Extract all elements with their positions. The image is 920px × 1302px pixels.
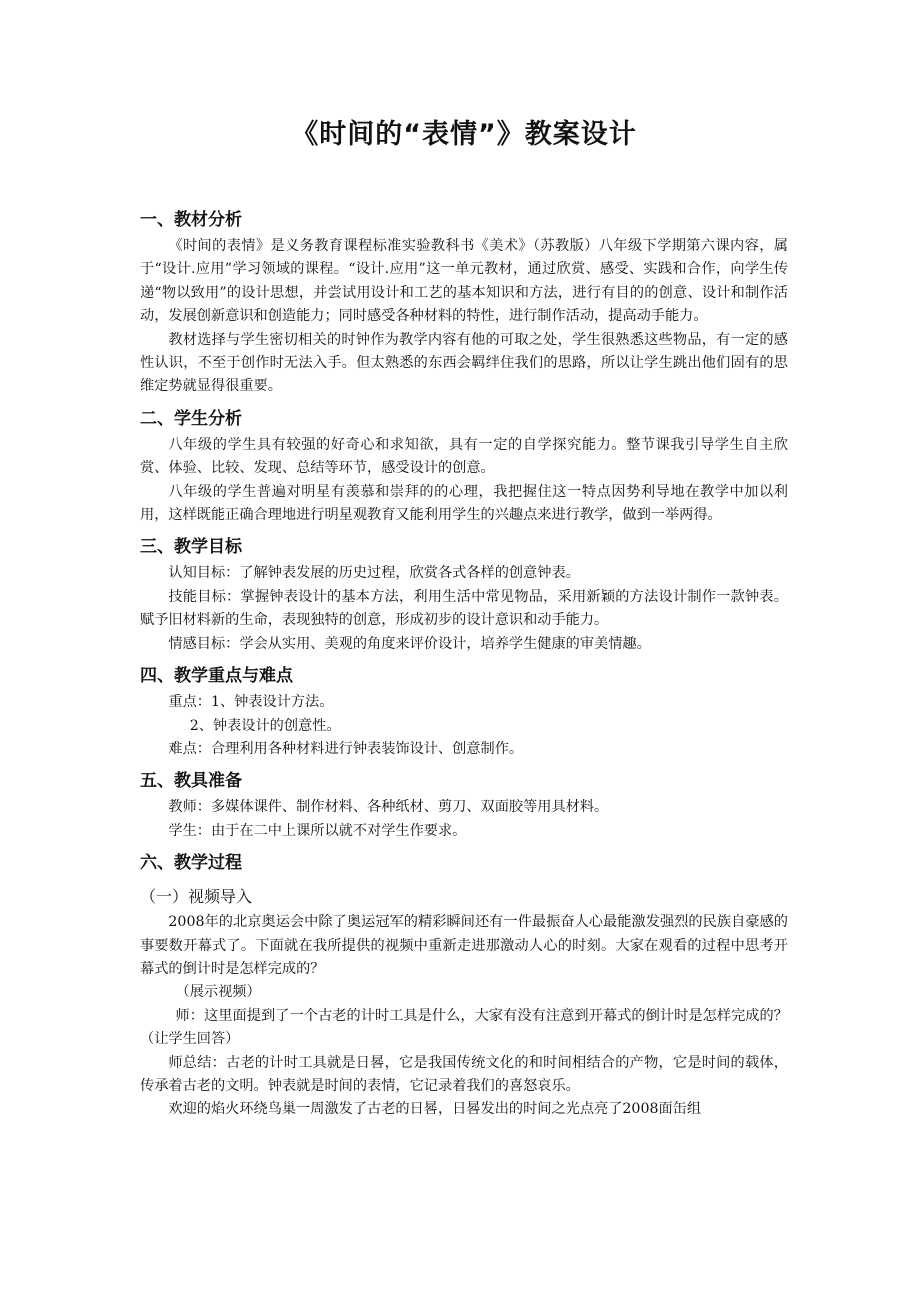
section-heading: 三、教学目标 xyxy=(140,537,242,558)
paragraph: 难点：合理利用各种材料进行钟表装饰设计、创意制作。 xyxy=(168,740,524,757)
section-student-analysis xyxy=(140,407,788,528)
paragraph: 《时间的表情》是义务教育课程标准实验教科书《美术》（苏教版）八年级下学期第六课内容，属于“设计.应用”学习领域的课程。“设计.应用”这一单元教材，通过欣赏、感受、实践和合作，向学生传递“物以致用”的设计思想，并尝试用设计和工艺的基本知识和方法，进行有目的的创意、设计和制作活动，发展创新意识和创造能力；同时感受各种材料的特性，进行制作活动，提高动手能力。 xyxy=(140,238,788,325)
section-teaching-aids xyxy=(140,769,788,843)
paragraph: 教师：多媒体课件、制作材料、各种纸材、剪刀、双面胶等用具材料。 xyxy=(168,799,609,816)
paragraph: 师总结：古老的计时工具就是日晷，它是我国传统文化的和时间相结合的产物，它是时间的载体，传承着古老的文明。钟表就是时间的表情，它记录着我们的喜怒哀乐。 xyxy=(140,1054,788,1094)
section-textbook-analysis xyxy=(140,208,788,399)
paragraph: 教材选择与学生密切相关的时钟作为教学内容有他的可取之处，学生很熟悉这些物品，有一定的感性认识，不至于创作时无法入手。但太熟悉的东西会羁绊住我们的思路，所以让学生跳出他们固有的思维定势就显得很重要。 xyxy=(140,331,788,395)
section-heading: 五、教具准备 xyxy=(140,771,242,792)
paragraph: 情感目标：学会从实用、美观的角度来评价设计，培养学生健康的审美情趣。 xyxy=(168,635,651,652)
section-heading: 二、学生分析 xyxy=(140,408,242,429)
paragraph: 2、钟表设计的创意性。 xyxy=(189,717,341,734)
section-heading: 一、教材分析 xyxy=(140,210,242,230)
paragraph: 师：这里面提到了一个古老的计时工具是什么，大家有没有注意到开幕式的倒计时是怎样完成的？（让学生回答） xyxy=(140,1007,788,1048)
section-teaching-goals xyxy=(140,535,788,656)
paragraph: 重点：1、钟表设计方法。 xyxy=(168,694,334,711)
section-heading: 四、教学重点与难点 xyxy=(140,666,293,687)
subsection-heading: （一）视频导入 xyxy=(140,887,253,907)
paragraph: 八年级的学生普遍对明星有羡慕和崇拜的的心理，我把握住这一特点因势利导地在教学中加以利用，这样既能正确合理地进行明星观教育又能利用学生的兴趣点来进行教学，做到一举两得。 xyxy=(140,483,788,524)
paragraph: 学生：由于在二中上课所以就不对学生作要求。 xyxy=(168,822,467,839)
paragraph: 2008年的北京奥运会中除了奥运冠军的精彩瞬间还有一件最振奋人心最能激发强烈的民族自豪感的事要数开幕式了。下面就在我所提供的视频中重新走进那激动人心的时刻。大家在观看的过程中思考开幕式的倒计时是怎样完成的？ xyxy=(140,914,788,977)
section-teaching-process xyxy=(140,851,788,1122)
paragraph: 欢迎的焰火环绕鸟巢一周激发了古老的日晷，日晷发出的时间之光点亮了2008面缶组 xyxy=(168,1101,702,1118)
paragraph: 技能目标：掌握钟表设计的基本方法，利用生活中常见物品，采用新颖的方法设计制作一款钟表。赋予旧材料新的生命，表现独特的创意，形成初步的设计意识和动手能力。 xyxy=(140,588,788,629)
section-heading: 六、教学过程 xyxy=(140,853,242,874)
paragraph: （展示视频） xyxy=(175,984,261,1001)
section-key-points xyxy=(140,664,788,761)
document-title: 《时间的“表情”》教案设计 xyxy=(291,119,637,150)
paragraph: 认知目标：了解钟表发展的历史过程，欣赏各式各样的创意钟表。 xyxy=(168,565,580,582)
paragraph: 八年级的学生具有较强的好奇心和求知欲，具有一定的自学探究能力。整节课我引导学生自主欣赏、体验、比较、发现、总结等环节，感受设计的创意。 xyxy=(140,436,788,477)
